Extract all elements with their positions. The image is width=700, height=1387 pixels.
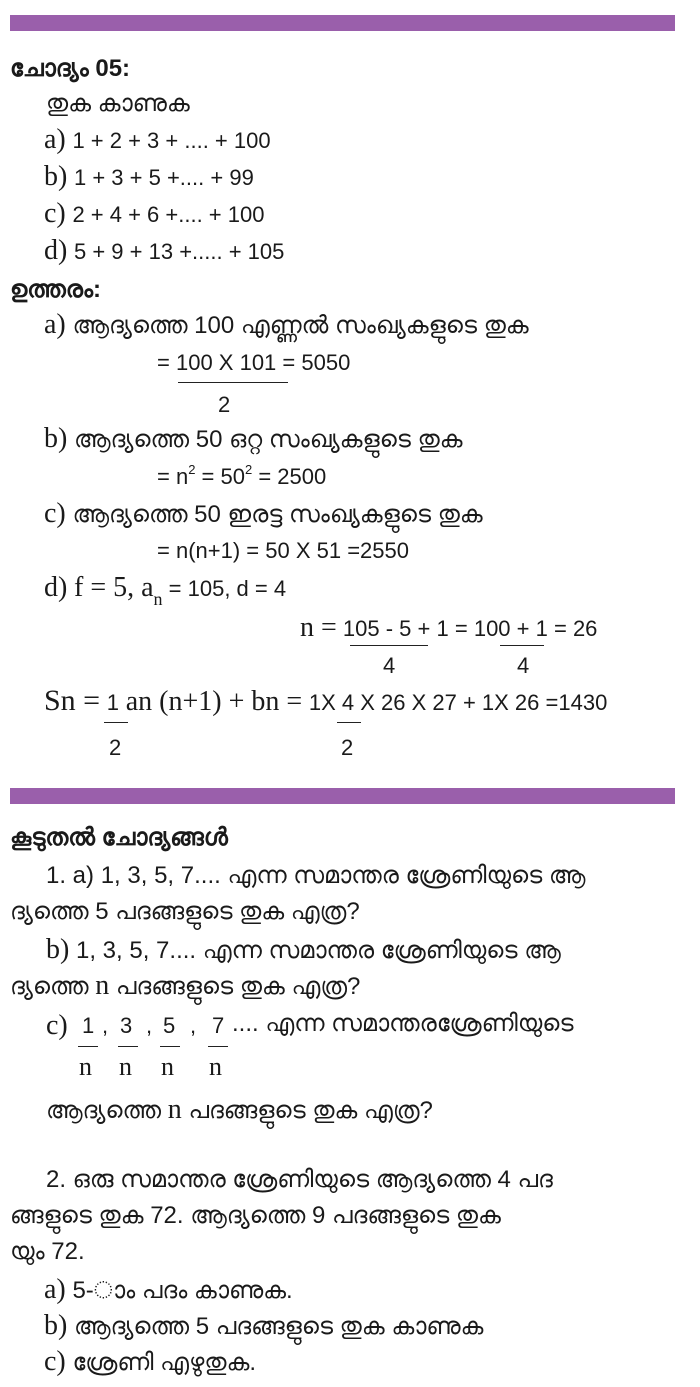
fraction-bar [208, 1046, 228, 1047]
fraction-bar [178, 382, 288, 383]
q2-line3: യും 72. [10, 1238, 85, 1265]
sn-denominator-2: 2 [341, 735, 354, 760]
fraction-bar [118, 1046, 138, 1047]
question-text: തുക കാണുക [46, 90, 190, 117]
question-item-c: c) 2 + 4 + 6 +.... + 100 [44, 198, 265, 229]
q1c-line3: ആദ്യത്തെ n പദങ്ങളുടെ തുക എത്ര? [46, 1094, 433, 1125]
answer-c-equation: = n(n+1) = 50 X 51 =2550 [157, 538, 409, 563]
answer-a-denominator: 2 [218, 392, 231, 417]
n-denominator-2: 4 [517, 653, 530, 678]
top-divider [10, 15, 675, 31]
q1c-denominator-3: n [161, 1052, 174, 1081]
fraction-bar [104, 722, 128, 723]
fraction-bar [78, 1046, 98, 1047]
section-divider [10, 788, 675, 804]
q2b: b) ആദ്യത്തെ 5 പദങ്ങളുടെ തുക കാണുക [44, 1310, 484, 1341]
q1c-separator: , [190, 1013, 197, 1038]
q1c-numerator-1: 1 [82, 1013, 95, 1038]
question-heading: ചോദ്യം 05: [10, 55, 131, 82]
sn-denominator-1: 2 [109, 735, 122, 760]
sn-equation: Sn = 1 an (n+1) + bn = 1X 4 X 26 X 27 + 1X 26 =1430 [44, 684, 608, 717]
q1c-separator: , [146, 1013, 153, 1038]
question-item-a: a) 1 + 2 + 3 + .... + 100 [44, 124, 271, 155]
q2-line1: 2. ഒരു സമാന്തര ശ്രേണിയുടെ ആദ്യത്തെ 4 പദ [46, 1166, 553, 1193]
q2-line2: ങ്ങളുടെ തുക 72. ആദ്യത്തെ 9 പദങ്ങളുടെ തുക [10, 1202, 501, 1229]
q1c-separator: , [102, 1013, 109, 1038]
answer-heading: ഉത്തരം: [10, 276, 102, 303]
q1c-denominator-4: n [209, 1052, 222, 1081]
q1b-line2: ദ്യത്തെ n പദങ്ങളുടെ തുക എത്ര? [10, 970, 361, 1001]
q1c-denominator-1: n [79, 1052, 92, 1081]
fraction-bar [500, 645, 544, 646]
q1c-denominator-2: n [119, 1052, 132, 1081]
question-item-d: d) 5 + 9 + 13 +..... + 105 [44, 235, 285, 266]
q2a: a) 5-ാം പദം കാണുക. [44, 1274, 293, 1305]
fraction-bar [350, 645, 428, 646]
answer-a-equation: = 100 X 101 = 5050 [157, 350, 351, 375]
n-denominator-1: 4 [383, 653, 396, 678]
answer-a: a) ആദ്യത്തെ 100 എണ്ണൽ സംഖ്യകളുടെ തുക [44, 309, 529, 340]
q1c-numerator-4: 7 [212, 1013, 225, 1038]
q1a-line1: 1. a) 1, 3, 5, 7.... എന്ന സമാന്തര ശ്രേണിയുടെ ആ [46, 862, 586, 889]
q1c-tail: .... എന്ന സമാന്തരശ്രേണിയുടെ [232, 1010, 574, 1037]
q1a-line2: ദ്യത്തെ 5 പദങ്ങളുടെ തുക എത്ര? [10, 898, 360, 925]
n-equation: n = 105 - 5 + 1 = 100 + 1 = 26 [300, 612, 598, 643]
q1c-numerator-3: 5 [163, 1013, 176, 1038]
answer-b-equation: = $n^2 = 50^2 = 2500$ [157, 462, 327, 489]
more-questions-heading: കൂടുതൽ ചോദ്യങ്ങൾ [10, 824, 228, 851]
fraction-bar [337, 722, 361, 723]
q1b-line1: b) 1, 3, 5, 7.... എന്ന സമാന്തര ശ്രേണിയുടെ ആ [46, 934, 561, 965]
answer-d: d) f = 5, $a_n = 105$, d = 4 [44, 572, 287, 609]
answer-b: b) ആദ്യത്തെ 50 ഒറ്റ സംഖ്യകളുടെ തുക [44, 423, 463, 454]
q2c: c) ശ്രേണി എഴുതുക. [44, 1346, 257, 1377]
q1c-line1: c) [46, 1010, 68, 1041]
question-item-b: b) 1 + 3 + 5 +.... + 99 [44, 161, 254, 192]
q1c-numerator-2: 3 [120, 1013, 133, 1038]
answer-c: c) ആദ്യത്തെ 50 ഇരട്ട സംഖ്യകളുടെ തുക [44, 498, 483, 529]
fraction-bar [160, 1046, 180, 1047]
